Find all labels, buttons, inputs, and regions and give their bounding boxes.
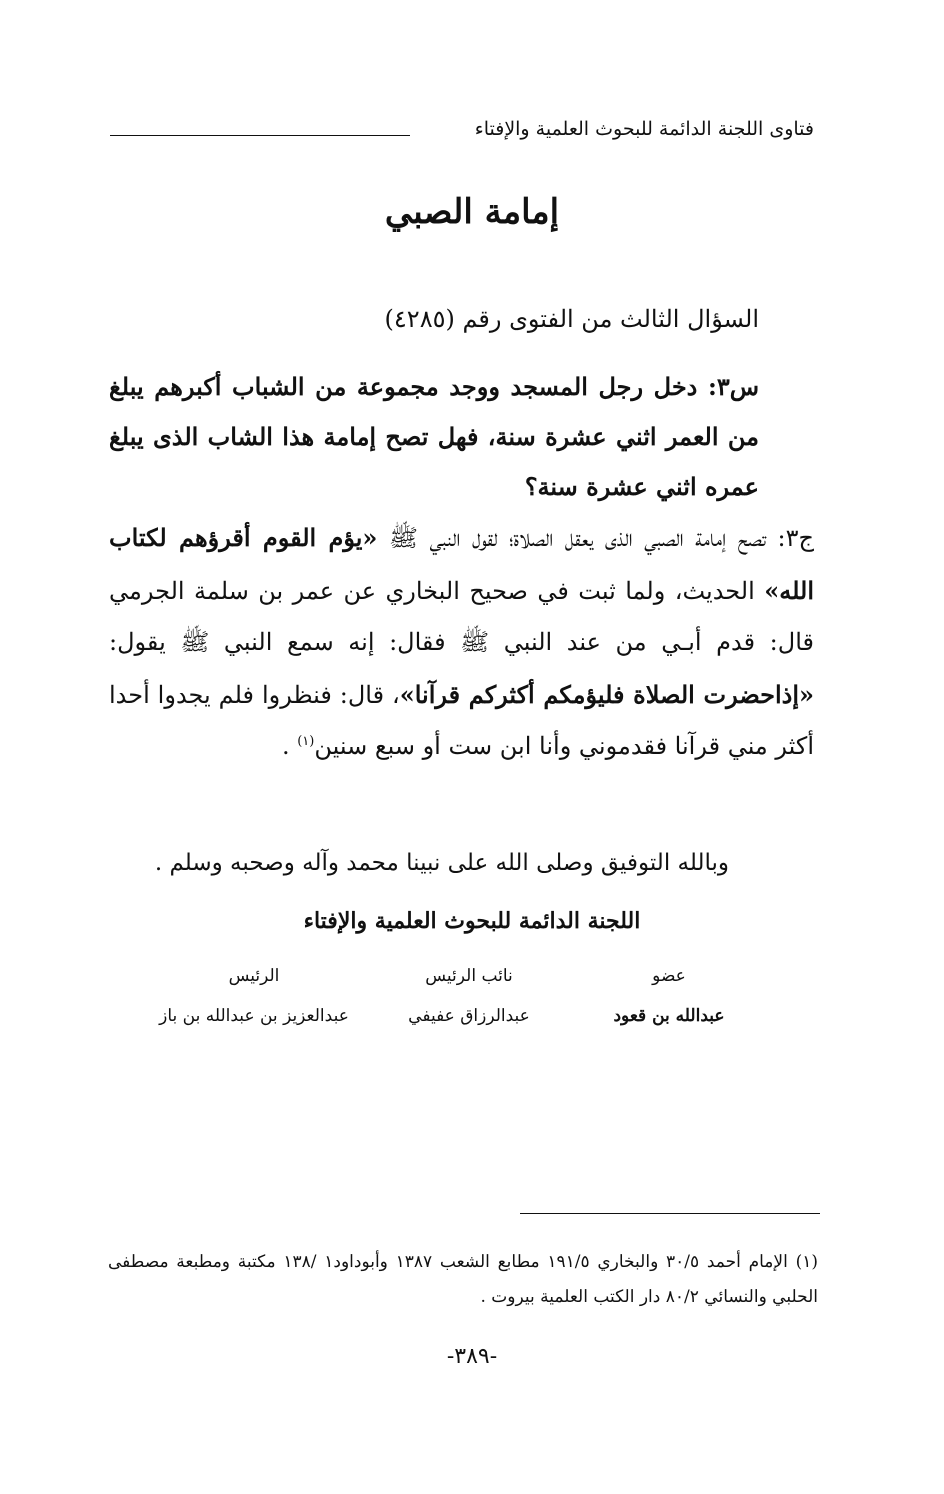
footnote-text: (١) الإمام أحمد ٣٠/٥ والبخاري ١٩١/٥ مطابع الشعب ١٣٨٧ وأبوداود١ /١٣٨ مكتبة ومطبعة مصطفى الحلبي والنسائي ٨٠/٢ دار الكتب العلمية بيروت .: [108, 1252, 818, 1307]
header-rule: [110, 135, 410, 136]
signature-vice-president: [369, 966, 569, 1026]
closing-line: وبالله التوفيق وصلى الله على نبينا محمد وآله وصحبه وسلم .: [154, 850, 729, 876]
signature-name: عبدالله بن قعود: [613, 1006, 725, 1026]
answer-part-2: الحديث، ولما ثبت في صحيح البخاري عن عمر بن سلمة الجرمي قال: قدم أبـي من عند النبي ﷺ فقال: إنه سمع النبي ﷺ يقول:: [109, 576, 814, 656]
signature-president: [134, 966, 374, 1026]
answer-part-4: .: [281, 732, 298, 760]
question-reference: السؤال الثالث من الفتوى رقم (٤٢٨٥): [384, 305, 759, 333]
footnote-marker: (١): [297, 734, 315, 749]
signature-role: نائب الرئيس: [425, 966, 513, 986]
hadith-quote-2: «إذاحضرت الصلاة فليؤمكم أكثركم قرآنا»: [399, 679, 814, 709]
signature-role: الرئيس: [228, 966, 280, 986]
answer-part-1: ج٣: تصح إمامة الصبي الذى يعقل الصلاة؛ لقول النبي ﷺ: [377, 524, 815, 552]
signature-member: [604, 966, 734, 1026]
question-text: س٣: دخل رجل المسجد ووجد مجموعة من الشباب أكبرهم يبلغ من العمر اثني عشرة سنة، فهل تصح إمامة هذا الشاب الذى يبلغ عمره اثني عشرة سنة؟: [109, 372, 759, 501]
answer-part-3: ، قال: فنظروا فلم يجدوا أحدا أكثر مني قرآنا فقدموني وأنا ابن ست أو سبع سنين: [109, 680, 814, 760]
answer-text: [109, 512, 814, 773]
signature-name: عبدالرزاق عفيفي: [408, 1006, 530, 1026]
signature-name: عبدالعزيز بن عبدالله بن باز: [159, 1006, 349, 1026]
hadith-quote-1: «يؤم القوم أقرؤهم لكتاب الله»: [109, 523, 815, 605]
committee-name: اللجنة الدائمة للبحوث العلمية والإفتاء: [303, 908, 641, 934]
page-number: -٣٨٩-: [446, 1344, 498, 1369]
signature-role: عضو: [652, 966, 686, 986]
page-title: إمامة الصبي: [384, 192, 560, 232]
footnote-rule: [520, 1213, 820, 1214]
running-header: فتاوى اللجنة الدائمة للبحوث العلمية والإفتاء: [474, 118, 814, 140]
